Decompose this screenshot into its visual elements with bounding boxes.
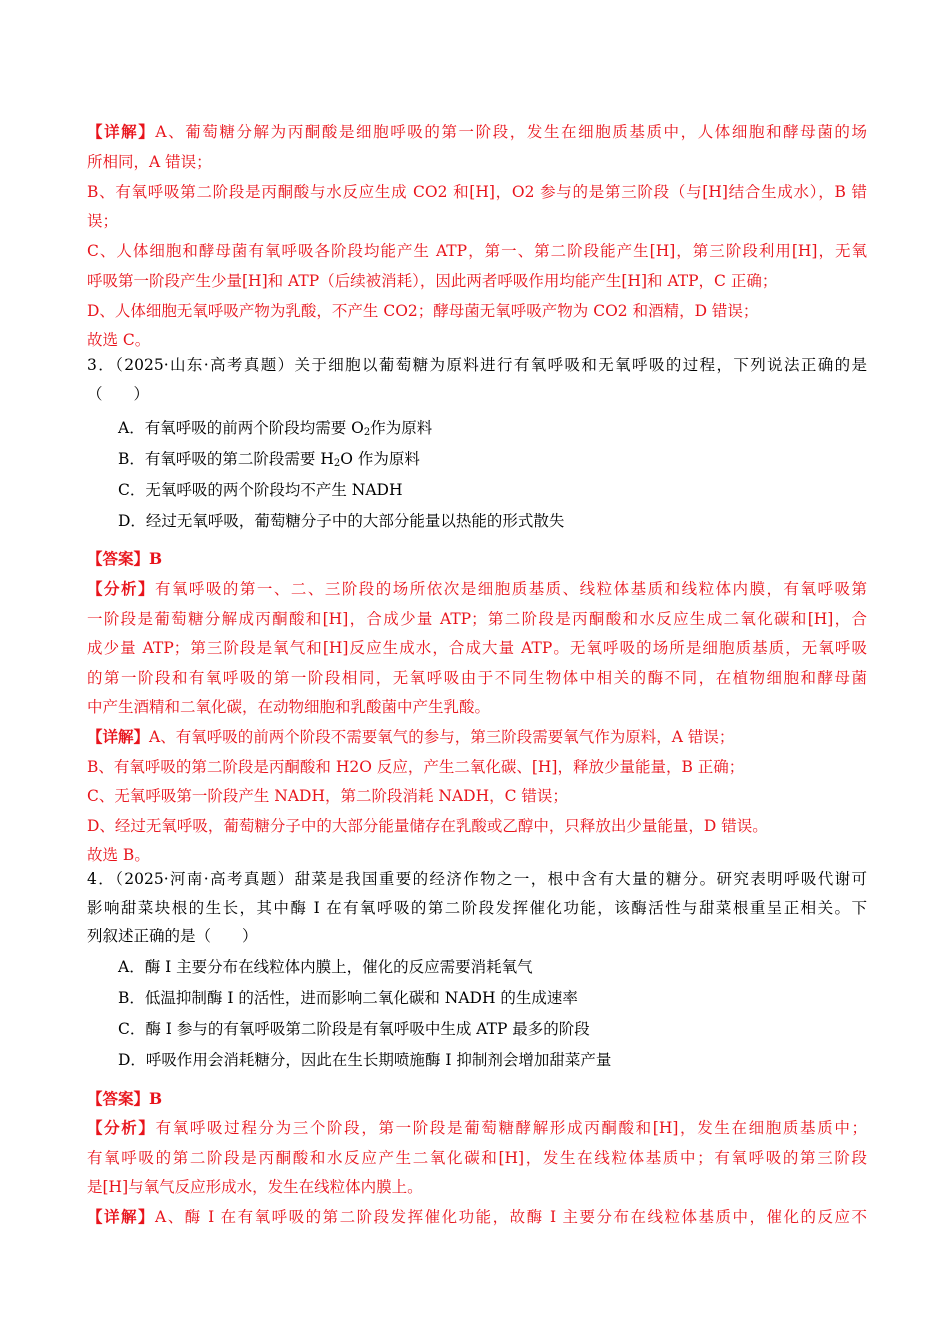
q3-option-a: A．有氧呼吸的前两个阶段均需要 $O_2$作为原料 xyxy=(118,419,433,438)
q4-stem-line-1: 4．（2025·河南·高考真题）甜菜是我国重要的经济作物之一，根中含有大量的糖分。研究表明呼吸代谢可 xyxy=(87,870,867,888)
q3-detail-line-3: C、无氧呼吸第一阶段产生 NADH，第二阶段消耗 NADH，C 错误； xyxy=(87,787,568,805)
q4-option-d: D．呼吸作用会消耗糖分，因此在生长期喷施酶 I 抑制剂会增加甜菜产量 xyxy=(118,1051,612,1069)
q3-option-d: D．经过无氧呼吸，葡萄糖分子中的大部分能量以热能的形式散失 xyxy=(118,512,565,530)
q4-stem-line-3: 列叙述正确的是（ ） xyxy=(87,927,258,945)
q3-conclusion: 故选 B。 xyxy=(87,846,150,864)
q3-stem-line-2: （ ） xyxy=(87,385,150,403)
q2-detail-line-5: C、人体细胞和酵母菌有氧呼吸各阶段均能产生 ATP，第一、第二阶段能产生[H]，第三阶段利用[H]，无氧 xyxy=(87,242,867,260)
q3-option-b: B．有氧呼吸的第二阶段需要 $H_2O$ 作为原料 xyxy=(118,450,420,469)
q4-detail-tag: 【详解】 xyxy=(87,1207,155,1226)
q3-analysis-tag: 【分析】 xyxy=(87,579,155,598)
q3-detail-line-4: D、经过无氧呼吸，葡萄糖分子中的大部分能量储存在乳酸或乙醇中，只释放出少量能量，D 错误。 xyxy=(87,817,768,835)
q2-detail-line-6: 呼吸第一阶段产生少量[H]和 ATP（后续被消耗），因此两者呼吸作用均能产生[H]和 ATP，C 正确； xyxy=(87,272,778,290)
q3-detail-line-2: B、有氧呼吸的第二阶段是丙酮酸和 H2O 反应，产生二氧化碳、[H]，释放少量能量，B 正确； xyxy=(87,758,745,776)
q3-option-c: C．无氧呼吸的两个阶段均不产生 NADH xyxy=(118,481,403,499)
q3-stem-line-1: 3．（2025·山东·高考真题）关于细胞以葡萄糖为原料进行有氧呼吸和无氧呼吸的过程，下列说法正确的是 xyxy=(87,356,867,374)
q4-analysis-line-3: 是[H]与氧气反应形成水，发生在线粒体内膜上。 xyxy=(87,1178,423,1196)
q2-detail-line-2: 所相同，A 错误； xyxy=(87,153,212,171)
q2-detail-line-1: 【详解】A、葡萄糖分解为丙酮酸是细胞呼吸的第一阶段，发生在细胞质基质中，人体细胞和酵母菌的场 xyxy=(87,122,867,141)
q2-detail-tag: 【详解】 xyxy=(87,122,156,141)
q3-answer: 【答案】B xyxy=(87,549,163,568)
q3-analysis-line-5: 中产生酒精和二氧化碳，在动物细胞和乳酸菌中产生乳酸。 xyxy=(87,698,491,716)
q3-detail-tag: 【详解】 xyxy=(87,727,150,746)
q3-analysis-line-2: 一阶段是葡萄糖分解成丙酮酸和[H]，合成少量 ATP；第二阶段是丙酮酸和水反应生成二氧化碳和[H]，合 xyxy=(87,610,867,628)
q3-analysis-line-1: 【分析】有氧呼吸的第一、二、三阶段的场所依次是细胞质基质、线粒体基质和线粒体内膜，有氧呼吸第 xyxy=(87,579,867,598)
q2-detail-line-7: D、人体细胞无氧呼吸产物为乳酸，不产生 CO2；酵母菌无氧呼吸产物为 CO2 和酒精，D 错误； xyxy=(87,302,759,320)
q3-analysis-line-3: 成少量 ATP；第三阶段是氧气和[H]反应生成水，合成大量 ATP。无氧呼吸的场所是细胞质基质，无氧呼吸 xyxy=(87,639,867,657)
q4-option-c: C．酶 I 参与的有氧呼吸第二阶段是有氧呼吸中生成 ATP 最多的阶段 xyxy=(118,1020,590,1038)
q4-analysis-line-2: 有氧呼吸的第二阶段是丙酮酸和水反应产生二氧化碳和[H]，发生在线粒体基质中；有氧呼吸的第三阶段 xyxy=(87,1149,867,1167)
q4-analysis-line-1: 【分析】有氧呼吸过程分为三个阶段，第一阶段是葡萄糖酵解形成丙酮酸和[H]，发生在细胞质基质中； xyxy=(87,1118,867,1137)
q2-detail-line-4: 误； xyxy=(87,212,119,230)
q4-analysis-tag: 【分析】 xyxy=(87,1118,156,1137)
q2-detail-line-3: B、有氧呼吸第二阶段是丙酮酸与水反应生成 CO2 和[H]，O2 参与的是第三阶段（与[H]结合生成水），B 错 xyxy=(87,183,867,201)
q2-conclusion: 故选 C。 xyxy=(87,331,151,349)
q3-detail-line-1: 【详解】A、有氧呼吸的前两个阶段不需要氧气的参与，第三阶段需要氧气作为原料，A 错误； xyxy=(87,727,735,746)
q4-detail-line-1: 【详解】A、酶 I 在有氧呼吸的第二阶段发挥催化功能，故酶 I 主要分布在线粒体基质中，催化的反应不 xyxy=(87,1207,867,1226)
q4-answer: 【答案】B xyxy=(87,1089,163,1108)
q4-option-a: A．酶 I 主要分布在线粒体内膜上，催化的反应需要消耗氧气 xyxy=(118,958,533,976)
q4-stem-line-2: 影响甜菜块根的生长，其中酶 I 在有氧呼吸的第二阶段发挥催化功能，该酶活性与甜菜根重呈正相关。下 xyxy=(87,899,867,917)
q4-option-b: B．低温抑制酶 I 的活性，进而影响二氧化碳和 NADH 的生成速率 xyxy=(118,989,578,1007)
q3-analysis-line-4: 的第一阶段和有氧呼吸的第一阶段相同，无氧呼吸由于不同生物体中相关的酶不同，在植物细胞和酵母菌 xyxy=(87,669,867,687)
